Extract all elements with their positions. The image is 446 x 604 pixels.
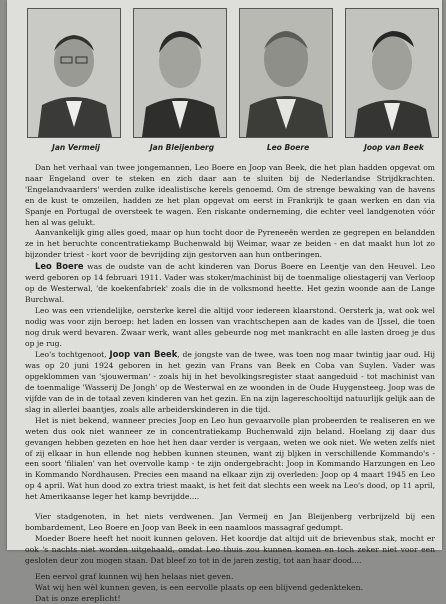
portrait-silhouette-icon (28, 9, 120, 137)
paragraph-spacer (25, 503, 435, 512)
portrait-silhouette-icon (240, 9, 332, 137)
paragraph: Dan het verhaal van twee jongemannen, Leo Boere en Joop van Beek, die het plan hadden opgevat om naar Engeland over te steken en zich daar aan te sluiten bij de Nederlandse Strijdkrachten. 'Engelandvaarders' werden zulke idealistische kerels genoemd. Om de strenge bewaking van de havens en de kust te omzeilen, hadden ze het plan opgevat om eerst in Frankrijk te gaan werken en dan via Spanje en Portugal de oversteek te wagen. Een riskante onderneming, die echter veel landgenoten vóór hen al was gelukt. (25, 163, 435, 227)
portrait-joop-van-beek (345, 8, 443, 152)
portrait-caption: Jan Bleijenberg (149, 143, 215, 152)
paragraph: Vier stadgenoten, in het niets verdwenen. Jan Vermeij en Jan Bleijenberg verbrijzeld bij een bombardement, Leo Boere en Joop van Beek in een naamloos massagraf gedumpt. (25, 512, 435, 532)
paragraph-text: , de jongste van de twee, was toen nog maar twintig jaar oud. Hij was op 20 juni 1924 geboren in het gezin van Frans van Beek en Coba van Suylen. Vader was opgeklommen van 'sjouwerman' - zoals hij in het bevolkingsregister staat aangeduid - tot machinist van de toenmalige 'Wasserij De Jongh' op de Westerwal en ze woonden in de Oude Huygensteeg. Joop was de vijfde van de in de totaal zeven kinderen van het gezin. En na zijn lagereschooltijd natuurlijk gelijk aan de slag in allerlei baantjes, zoals alle arbeiderskinderen in die tijd. (25, 350, 435, 414)
paragraph-text: Leo's tochtgenoot, (35, 350, 110, 360)
paragraph: Aanvankelijk ging alles goed, maar op hun tocht door de Pyreneeën werden ze gegrepen en belandden ze in het beruchte concentratiekamp Buchenwald bij Weimar, waar ze beiden - en dat maakt hun lot zo bijzonder triest - kort voor de bevrijding zijn gestorven aan hun ontberingen. (25, 228, 435, 260)
document-page (7, 0, 442, 603)
portrait-silhouette-icon (346, 9, 438, 137)
portrait-caption: Leo Boere (266, 143, 310, 152)
portrait-jan-vermeij (27, 8, 125, 152)
paragraph: Leo was een vriendelijke, oersterke kerel die altijd voor iedereen klaarstond. Oersterk ja, wat ook wel nodig was voor zijn beroep: het laden en lossen van vrachtschepen aan de kades van de IJssel, die toen nog druk werd bevaren. Zwaar werk, want alles gebeurde nog met mankracht en alle lasten droeg je dus op je rug. (25, 305, 435, 348)
article-body (25, 163, 435, 604)
paragraph-text: was de oudste van de acht kinderen van Dorus Boere en Leentje van den Heuvel. Leo werd geboren op 14 februari 1911. Vader was stoker/machinist bij de toenmalige oliestagerij van Verloop op de Westerwal, 'de koekenfabriek' zoals die in de volksmond heette. Het gezin woonde aan de Lange Burchwal. (25, 262, 435, 304)
closing-line: Een eervol graf kunnen wij hen helaas niet geven. (35, 571, 234, 581)
paragraph (25, 349, 435, 415)
closing-line: Wat wij hen wèl kunnen geven, is een eervolle plaats op een blijvend gedenkteken. (35, 582, 364, 592)
portrait-jan-bleijenberg (133, 8, 231, 152)
portrait-photo (345, 8, 439, 138)
name-heading: Leo Boere (35, 261, 84, 272)
paragraph (25, 261, 435, 306)
portrait-photo (27, 8, 121, 138)
closing-line: Dat is onze erepIicht! (35, 593, 121, 603)
paragraph: Het is niet bekend, wanneer precies Joop en Leo hun gevaarvolle plan probeerden te realiseren en we weten dus ook niet wanneer ze in concentratiekamp Buchenwald zijn beland. Hoelang zij daar dus gevangen hebben gezeten en hoe het hen daar verder is vergaan, weten we ook niet. We weten zelfs niet of zij elkaar in hun ellende nog hebben kunnen steunen, want zij bljken in verschillende Kommando's - een soort 'filialen' van het overvolle kamp - te zijn ondergebracht: Joop in Kommando Harzungen en Leo in Kommando Nordhausen. Precies een maand na elkaar zijn zij overleden: Joop op 4 maart 1945 en Leo op 4 april. Wat hun dood zo extra triest maakt, is het feit dat slechts een week na Leo's dood, op 11 april, het Amerikaanse leger het kamp bevrijdde.... (25, 415, 435, 502)
name-heading: Joop van Beek (109, 349, 178, 360)
closing-lines (25, 571, 435, 604)
portrait-leo-boere (239, 8, 337, 152)
portrait-photo (133, 8, 227, 138)
portrait-photo (239, 8, 333, 138)
paragraph: Moeder Boere heeft het nooit kunnen geloven. Het koordje dat altijd uit de brievenbus stak, mocht er ook 's nachts niet worden uitgehaald, omdat Leo thuis zou kunnen komen en toch zeker niet voor een gesloten deur zou mogen staan. Dat bleef zo tot in de jaren zestig, tot aan haar dood.... (25, 533, 435, 565)
portrait-row (27, 8, 437, 163)
portrait-caption: Joop van Beek (364, 143, 424, 152)
portrait-caption: Jan Vermeij (52, 143, 100, 152)
portrait-silhouette-icon (134, 9, 226, 137)
